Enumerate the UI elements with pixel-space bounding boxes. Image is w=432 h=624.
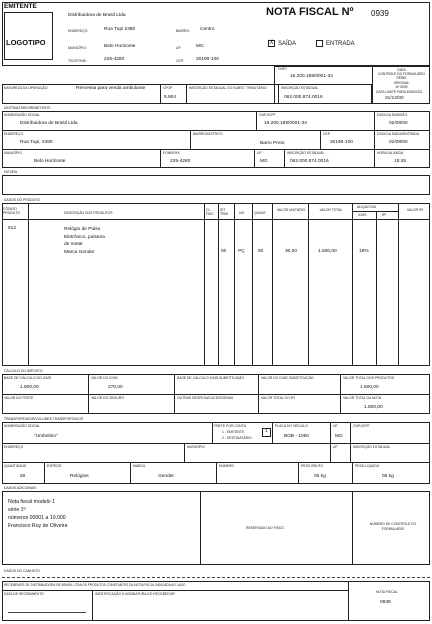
destinatario-block: [2, 111, 430, 168]
canhoto-nf-label: NOTA FISCAL: [376, 590, 398, 594]
imposto-value: 270,00: [108, 385, 123, 390]
dest-uf-label: UF: [257, 151, 262, 155]
uf-label: UF:: [176, 46, 182, 50]
col-header: UN: [239, 211, 244, 215]
cnpj-value: 16.200.189/0001-34: [290, 74, 333, 79]
saida-data-label: DATA DA SAÍDA/ENTRADA: [377, 132, 420, 136]
saida-label: SAÍDA: [278, 41, 297, 48]
transp-uf-label: UF: [333, 424, 338, 428]
phone-label: TELEFONE:: [68, 59, 87, 63]
canhoto-block: [2, 581, 430, 621]
produtos-section: DADOS DO PRODUTO: [4, 198, 40, 202]
description-line: Marca Gender: [64, 249, 95, 255]
transp-name-value: "Umbelino": [34, 434, 58, 439]
emissao-value: 02/08/00: [389, 121, 408, 126]
aliquotas-header: ALÍQUOTAS: [357, 205, 377, 209]
data-recebimento-label: DATA DE RECEBIMENTO: [4, 592, 44, 596]
dest-name-label: NOME/RAZÃO SOCIAL: [4, 113, 41, 117]
ie-label: INSCRIÇÃO ESTADUAL: [281, 86, 319, 90]
col-header: CL FISC: [206, 208, 214, 216]
description-line: Eletrônico, pulseira: [64, 234, 105, 240]
dest-cep-value: 30190-100: [330, 140, 353, 145]
data-recebimento-field[interactable]: [8, 612, 86, 613]
product-un: PÇ: [238, 249, 245, 254]
emissao-label: DATA DA EMISSÃO: [377, 113, 408, 117]
dest-name-value: Distribuidora de Brasil Ltda: [20, 121, 78, 126]
col-header: VALOR UNITÁRIO: [276, 208, 306, 212]
imposto-label: OUTRAS DESPESAS ACESSÓRIAS: [177, 396, 234, 400]
col-header: IPI: [382, 213, 387, 217]
stamp-line: Nº 0939: [395, 84, 408, 89]
dest-cnpj-value: 16.200.189/0001-34: [264, 121, 307, 126]
adicionais-section: DADOS ADICIONAIS: [4, 486, 37, 490]
pliq-label: PESO LÍQUIDO: [355, 464, 380, 468]
product-sit: 00: [221, 249, 227, 254]
entrada-label: ENTRADA: [326, 41, 355, 48]
cep-value: 30190-100: [196, 57, 219, 62]
dest-uf-value: MG: [260, 159, 268, 164]
col-header: QUANT.: [254, 211, 267, 215]
cnpj-label: CNPJ: [278, 67, 287, 71]
description-line: de metal: [64, 242, 83, 247]
dest-bairro-label: BAIRRO/DISTRITO: [193, 132, 223, 136]
entrada-option[interactable]: [316, 40, 355, 47]
transp-ie-label: INSCRIÇÃO ESTADUAL: [353, 445, 391, 449]
description-line: Relógio de Pulso: [64, 227, 101, 232]
imposto-label: VALOR TOTAL DA NOTA: [343, 396, 382, 400]
product-total-value: 1.500,00: [318, 249, 337, 254]
marca-label: MARCA: [133, 464, 146, 468]
emitente-label: EMITENTE: [4, 3, 37, 10]
col-header: ICMS: [358, 213, 367, 217]
col-header: VALOR TOTAL: [319, 208, 343, 212]
frete-option[interactable]: 2 - DESTINATÁRIO: [222, 436, 252, 440]
company-name: Distribuidora de Brasil Ltda: [68, 13, 126, 18]
col-header: CÓDIGO PRODUTO: [3, 207, 20, 215]
qtd-label: QUANTIDADE: [4, 464, 27, 468]
product-code: 812: [8, 226, 17, 231]
uf-value: MG: [196, 44, 204, 49]
canhoto-nf-value: 0939: [380, 600, 391, 605]
stamp-line: CONTROLE DO FORMULÁRIO: [377, 72, 426, 77]
imposto-section: CÁLCULO DO IMPOSTO: [4, 369, 43, 373]
imposto-value: 1.500,00: [360, 385, 379, 390]
dest-bairro-value: Barro Preto: [260, 141, 285, 146]
product-qty: 50: [258, 249, 264, 254]
imposto-label: VALOR TOTAL DOS PRODUTOS: [343, 376, 394, 380]
marca-value: Gender: [158, 474, 174, 479]
dest-municipio-value: Belo Horizonte: [34, 159, 66, 164]
city-value: Belo Horizonte: [104, 44, 136, 49]
cep-label: CEP:: [176, 59, 184, 63]
imposto-value: 1.500,00: [20, 385, 39, 390]
bairro-value: Centro: [200, 27, 215, 32]
adicionais-line: números 00001 a 10.000: [8, 515, 66, 521]
fatura-label: FATURA: [4, 170, 18, 174]
bairro-label: BAIRRO:: [176, 29, 190, 33]
stamp-line: DATA: [397, 68, 406, 72]
adicionais-line: Nota fiscal modelo 1: [8, 499, 55, 505]
dest-municipio-label: MUNICÍPIO: [4, 151, 22, 155]
transportador-section: TRANSPORTADOR/VOLUMES TRANSPORTADOS: [4, 417, 84, 421]
reservado-fisco: RESERVADO AO FISCO: [246, 526, 284, 530]
adicionais-line: série 1º: [8, 507, 26, 513]
product-icms: 18%: [359, 249, 369, 254]
col-header: VALOR IPI: [406, 208, 424, 212]
imposto-value: 1.500,00: [364, 405, 383, 410]
imposto-label: VALOR TOTAL DO IPI: [261, 396, 295, 400]
ie-value: 062.000.874.0016: [284, 95, 323, 100]
dest-fone-value: 225-4280: [170, 159, 191, 164]
product-unit-value: 30,00: [285, 249, 298, 254]
frete-option[interactable]: 1 - EMITENTE: [222, 430, 245, 434]
pbruto-value: 05 kg: [314, 474, 326, 479]
limite-value: 31/12/00: [385, 96, 404, 101]
dest-endereco-label: ENDEREÇO: [4, 132, 24, 136]
transp-municipio-label: MUNICÍPIO: [187, 445, 205, 449]
address-label: ENDEREÇO:: [68, 29, 89, 33]
fatura-block: [2, 175, 430, 195]
dest-cnpj-label: CNPJ/CPF: [259, 113, 276, 117]
pliq-value: 05 kg: [382, 474, 394, 479]
nota-fiscal-number: 0939: [371, 9, 389, 18]
dest-fone-label: FONE/FAX: [163, 151, 180, 155]
col-header: DESCRIÇÃO DOS PRODUTOS: [64, 211, 113, 215]
entrada-checkbox[interactable]: [316, 40, 323, 47]
canhoto-section: DADOS DO CANHOTO: [4, 569, 40, 573]
placa-value: BOB - 1050: [284, 434, 310, 439]
product-description: [64, 226, 105, 256]
control-stamp: [374, 68, 429, 89]
nota-fiscal-title: NOTA FISCAL Nº: [266, 6, 354, 18]
imposto-label: VALOR DO SEGURO: [91, 396, 124, 400]
hora-value: 15:45: [394, 159, 407, 164]
placa-label: PLACA DO VEÍCULO: [275, 424, 308, 428]
imposto-label: VALOR DO ICMS: [91, 376, 118, 380]
dest-ie-label: INSCRIÇÃO ESTADUAL: [287, 151, 325, 155]
saida-checkbox[interactable]: X: [269, 40, 274, 46]
destinatario-section: DESTINATÁRIO/REMETENTE: [4, 106, 51, 110]
pbruto-label: PESO BRUTO: [301, 464, 324, 468]
qtd-value: 50: [20, 474, 26, 479]
imposto-label: BASE DE CÁLCULO ICMS SUBSTITUIÇÃO: [177, 376, 245, 380]
dest-endereco-value: Rua Tupi, 2380: [20, 140, 53, 145]
cfop-label: CFOP: [163, 86, 173, 90]
transp-uf-value: MG: [335, 434, 343, 439]
logo-box: [4, 12, 53, 60]
dest-cep-label: CEP: [323, 132, 330, 136]
saida-data-value: 02/08/00: [389, 140, 408, 145]
imposto-label: VALOR DO ICMS SUBSTITUIÇÃO: [261, 376, 314, 380]
address-value: Rua Tupi 2380: [104, 27, 136, 32]
transp-cnpj-label: CNPJ/CPF: [353, 424, 370, 428]
numero-label: NÚMERO: [219, 464, 235, 468]
natureza-label: NATUREZA DA OPERAÇÃO: [4, 86, 48, 90]
logo-text: LOGOTIPO: [6, 38, 46, 47]
saida-option[interactable]: [268, 40, 296, 47]
imposto-label: BASE DE CÁLCULO DO ICMS: [4, 376, 52, 380]
col-header: SIT TRIB: [220, 208, 228, 216]
adicionais-text: [8, 498, 67, 530]
transp-uf2-label: UF: [333, 445, 338, 449]
stamp-line: SÉRIE: [396, 76, 407, 81]
recebemos-text: RECEBEMOS DE DISTRIBUIDORA DE BRASIL LTDA OS PRODUTOS CONSTANTES DA NOTA FISCAL INDICADA AO LADO: [4, 583, 186, 587]
transp-name-label: NOME/RAZÃO SOCIAL: [4, 424, 41, 428]
city-label: MUNICÍPIO:: [68, 46, 87, 50]
phone-value: 225-4280: [104, 57, 125, 62]
ie-st-label: INSCRIÇÃO ESTADUAL DO SUBST. TRIBUTÁRIO: [189, 86, 267, 90]
assinatura-label: IDENTIFICAÇÃO E ASSINATURA DO RECEBEDOR: [95, 592, 175, 596]
numero-controle: NÚMERO DE CONTROLE DO FORMULÁRIO: [369, 522, 417, 531]
imposto-label: VALOR DO FRETE: [4, 396, 34, 400]
stamp-line: ORIGINAL: [393, 80, 410, 85]
especie-label: ESPÉCIE: [47, 464, 62, 468]
especie-value: Relógios: [70, 474, 89, 479]
frete-label: FRETE POR CONTA: [214, 424, 246, 428]
cfop-value: 5.904: [164, 95, 177, 100]
frete-value: 1: [265, 429, 268, 434]
transp-endereco-label: ENDEREÇO: [4, 445, 24, 449]
limite-label: DATA LIMITE PARA EMISSÃO: [376, 90, 423, 94]
adicionais-line: Francisco Ruy de Oliveira: [8, 523, 68, 529]
hora-label: HORA DA SAÍDA: [377, 151, 404, 155]
dest-ie-value: 062.000.874.0016: [290, 159, 329, 164]
natureza-value: Remessa para venda ambulante: [76, 86, 146, 91]
